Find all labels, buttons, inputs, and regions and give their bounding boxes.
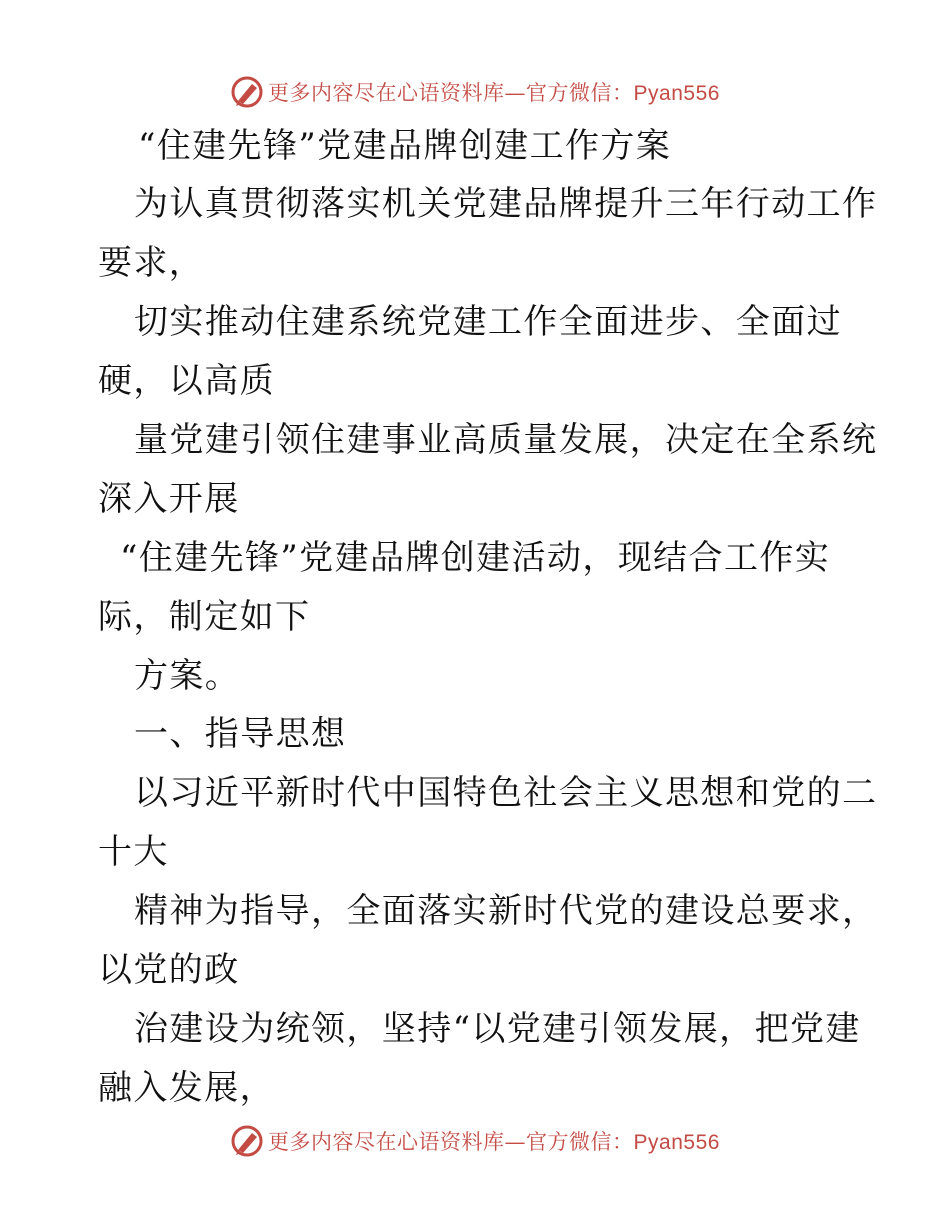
watermark-wechat-id: Pyan556 [633,82,720,105]
paragraph-line: “住建先锋”党建品牌创建活动，现结合工作实 [120,538,831,578]
paragraph-line: 际，制定如下 [98,597,311,637]
watermark-footer [0,1121,950,1161]
section-heading: 一、指导思想 [134,714,347,754]
watermark-wechat-id: Pyan556 [633,1131,720,1154]
paragraph-line: 硬，以高质 [98,361,275,401]
paragraph-line: 方案。 [134,656,241,696]
paragraph-line: 治建设为统领，坚持“以党建引领发展，把党建 [134,1009,861,1049]
paragraph-line: 为认真贯彻落实机关党建品牌提升三年行动工作 [134,184,878,224]
paragraph-line: 以党的政 [98,950,240,990]
document-title: “住建先锋”党建品牌创建工作方案 [138,126,672,166]
paragraph-line: 切实推动住建系统党建工作全面进步、全面过 [134,302,842,342]
paragraph-line: 精神为指导，全面落实新时代党的建设总要求， [134,891,878,931]
paragraph-line: 以习近平新时代中国特色社会主义思想和党的二 [134,773,878,813]
paragraph-line: 十大 [98,832,169,872]
watermark-label: 更多内容尽在心语资料库—官方微信：Pyan556 [268,1130,720,1154]
watermark-label: 更多内容尽在心语资料库—官方微信：Pyan556 [268,81,720,105]
paragraph-line: 量党建引领住建事业高质量发展，决定在全系统 [134,420,878,460]
pen-logo-icon [230,75,264,109]
paragraph-line: 要求， [98,243,205,283]
watermark-header [0,72,950,112]
paragraph-line: 深入开展 [98,479,240,519]
pen-logo-icon [230,1124,264,1158]
paragraph-line: 融入发展， [98,1068,275,1108]
